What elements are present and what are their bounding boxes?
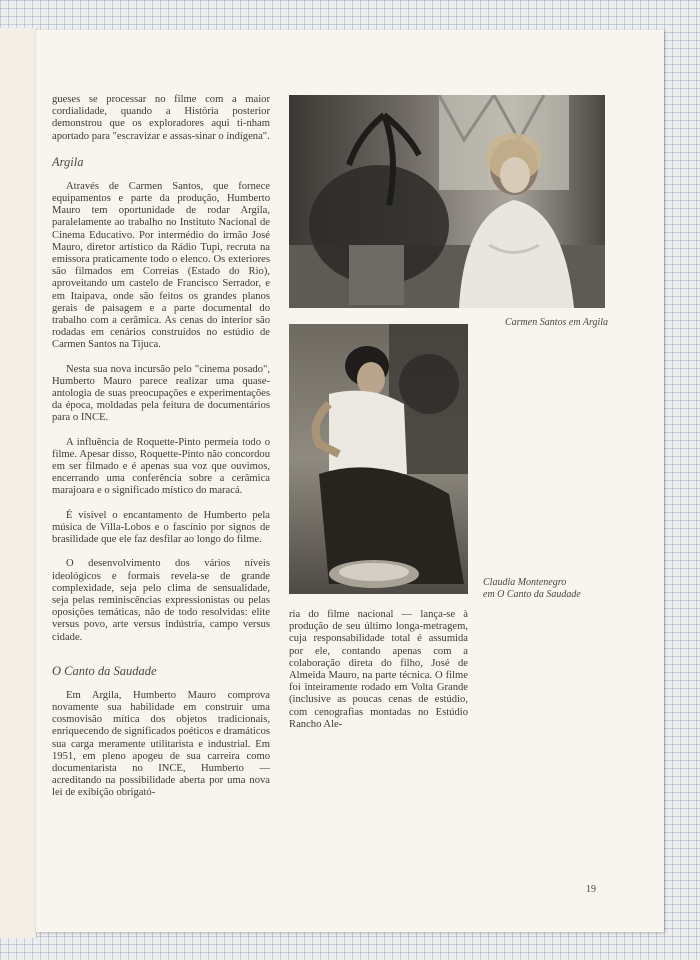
photo-carmen-santos: [289, 95, 605, 308]
section-heading-argila: Argila: [52, 154, 84, 169]
photo-claudia-montenegro-image: [289, 324, 468, 594]
photo-carmen-santos-image: [289, 95, 605, 308]
paragraph-canto-1: Em Argila, Humberto Mauro comprova novamente sua habilidade em construir uma cosmovisão mítica dos objetos tradicionais, enriquecendo de significados poéticos e dramáticos sua carga meramente utilitarista e industrial. Em 1951, em pleno apogeu de sua carreira como documentarista no INCE, Humberto — acreditando na possibilidade aberta por uma nova lei de exibição obrigató-: [52, 689, 270, 799]
photo-claudia-montenegro: [289, 324, 468, 594]
caption-claudia-montenegro-line1: Claudia Montenegro: [483, 577, 567, 588]
paragraph-argila-4: É visível o encantamento de Humberto pela música de Villa-Lobos e o fascínio por signos de brasilidade que ele faz desfilar ao longo do filme.: [52, 509, 270, 546]
paragraph-argila-1: Através de Carmen Santos, que fornece equipamentos e parte da produção, Humberto Mauro tem oportunidade de rodar Argila, paralelamente ao trabalho no Instituto Nacional de Cinema Educativo. Por intermédio do irmão José Mauro, diretor artístico da Rádio Tupi, recruta na emissora praticamente todo o elenco. Os exteriores são filmados em Correias (Estado do Rio), aproveitando um castelo de Francisco Serrador, e em Itaipava, onde são feitos os grandes planos gerais de paisagem e a parte documental do trabalho com a cerâmica. As cenas do interior são rodadas em cenários construídos no estúdio de Carmen Santos na Tijuca.: [52, 180, 270, 351]
paragraph-argila-2: Nesta sua nova incursão pelo "cinema posado", Humberto Mauro parece realizar uma quase-antologia de suas preocupações e experimentações da época, moldadas pela feitura de documentários para o INCE.: [52, 363, 270, 424]
paragraph-canto-continued: ria do filme nacional — lança-se à produção de seu último longa-metragem, cuja responsabilidade total é assumida por ele, contando apenas com a colaboração direta do filho, José de Almeida Mauro, na parte técnica. O filme foi inteiramente rodado em Volta Grande (inclusive as poucas cenas de estúdio, com cenografias montadas no Estúdio Rancho Ale-: [289, 609, 468, 730]
paragraph-argila-3: A influência de Roquette-Pinto permeia todo o filme. Apesar disso, Roquette-Pinto não concordou em ser filmado e é apenas sua voz que ouvimos, encerrando uma conferência sobre a cerâmica marajoara e o significado místico do maracá.: [52, 436, 270, 497]
caption-claudia-montenegro: [483, 577, 581, 600]
caption-carmen-santos: Carmen Santos em Argila: [505, 317, 609, 328]
paragraph-intro-fragment: gueses se processar no filme com a maior cordialidade, quando a História posterior demonstrou que os exploradores aqui ti-nham aportado para "escravizar e assas-sinar o indígena".: [52, 94, 270, 142]
section-heading-canto-da-saudade: O Canto da Saudade: [52, 663, 157, 678]
previous-page-edge: [0, 28, 37, 938]
right-text-column: [289, 609, 468, 743]
paragraph-argila-5: O desenvolvimento dos vários níveis ideológicos e formais revela-se de grande complexidade, seja pelo clima de sensualidade, seja pelas reminiscências expressionistas ou pelas oposições temáticas, não de todo resolvidas: elite versus povo, arte versus indústria, campo versus cidade.: [52, 558, 270, 643]
caption-claudia-montenegro-line2: em O Canto da Saudade: [483, 588, 581, 600]
page-number: 19: [586, 884, 596, 895]
left-text-column: [52, 94, 270, 812]
